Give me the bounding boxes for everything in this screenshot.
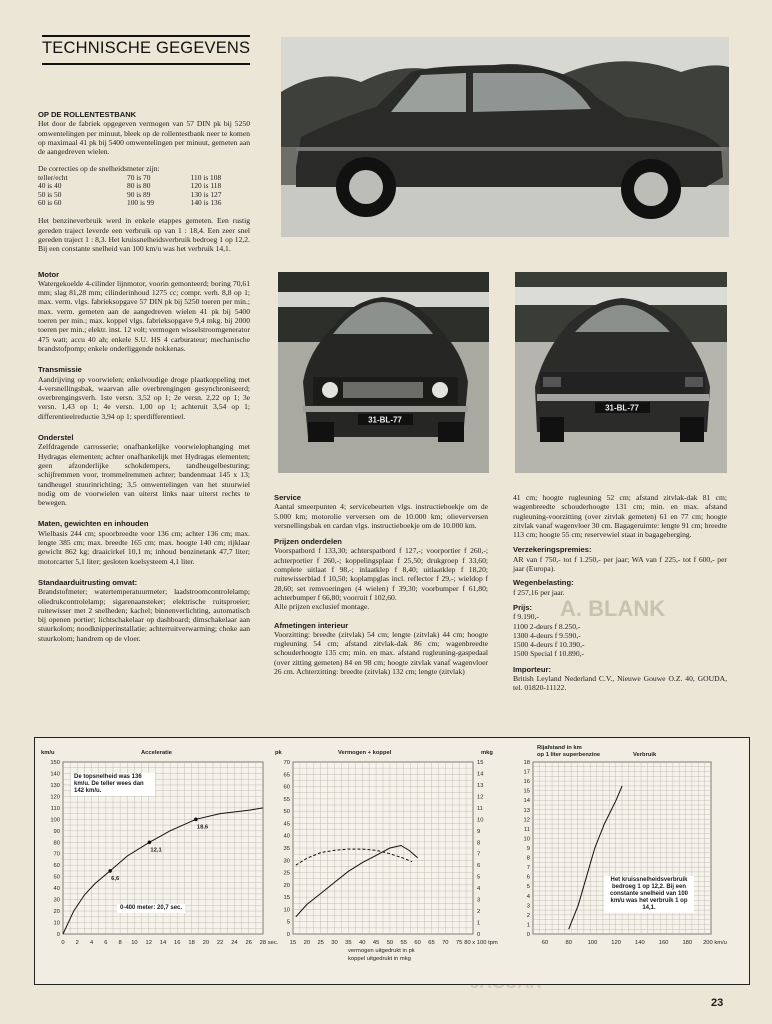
section-text: Voorzitting: breedte (zitvlak) 54 cm; lengte (zitvlak) 44 cm; hoogte rugleuning 54 cm; afstand zitvlak-dak 86 cm; wagenbreedte schouderhoogte 135 cm; min. en max. afstand rugleuning-gaspedaal (over zitting gemeten) 84 en 98 cm; hoogte zitvlak vanaf wagenvloer 26 cm. Achterzitting: breedte (zitvlak) 132 cm; lengte (zitvlak) <box>274 629 488 677</box>
price-line: f 9.190,- <box>513 612 539 622</box>
y-tick-label: 150 <box>50 760 60 766</box>
y-tick-label: 9 <box>526 846 530 852</box>
data-point <box>194 818 198 822</box>
y-tick-label-right: 5 <box>477 874 481 881</box>
y-tick-label: 0 <box>526 932 530 938</box>
y-tick-label-right: 13 <box>477 782 484 789</box>
y-tick-label: 17 <box>523 769 530 776</box>
text-column-3 <box>513 493 727 693</box>
price-line: 1100 2-deurs f 8.250,- <box>513 621 581 631</box>
section-title: Verzekeringspremies: <box>513 545 592 555</box>
y-tick-label: 80 <box>53 840 60 847</box>
y-tick-label-right: 4 <box>477 886 481 893</box>
price-line: 1300 4-deurs f 9.590,- <box>513 630 581 640</box>
section-text: Aantal smeerpunten 4; servicebeurten vlgs. instructieboekje om de 5.000 km; motorolie verversen om de 10.000 km; olieverversen versnellingsbak en cardan vlgs. instructieboekje om de 10.000 km. <box>274 502 488 530</box>
x-tick-label: 10 <box>131 940 138 946</box>
y-tick-label: 0 <box>286 932 290 938</box>
section-text: Brandstofmeter; watertemperatuurmeter; laadstroomcontrolelamp; oliedrukcontrolelamp; sigarenaansteker; elektrische ruitsproeier; ruitewisser met 2 snelheden; kachel; binnenverlichting, automatisch bij openen portier; lichtschakelaar op dashboard; dimschakelaar aan stuurkolom; noodknipperinstallatie; achterruitverwarming; choke aan stuurkolom; handrem op de vloer. <box>38 587 250 643</box>
y-tick-label: 4 <box>526 893 530 900</box>
price-line: 1500 4-deurs f 10.390,- <box>513 640 585 650</box>
table-cell: 80 is 80 <box>127 181 151 191</box>
y-tick-label-right: 14 <box>477 771 484 778</box>
y-tick-label: 140 <box>50 771 60 778</box>
x-tick-label: 80 <box>565 940 572 946</box>
x-tick-label: 60 <box>541 940 549 946</box>
section-title: OP DE ROLLENTESTBANK <box>38 110 137 119</box>
table-cell: 90 is 89 <box>127 189 151 199</box>
y-tick-label-right: 6 <box>477 863 481 870</box>
chart-title-right: Verbruik <box>633 752 657 758</box>
section-title: Afmetingen interieur <box>274 620 349 630</box>
y-tick-label: 100 <box>50 817 60 824</box>
x-tick-label: 8 <box>118 940 122 946</box>
y-tick-label: 8 <box>526 855 530 862</box>
section-text: Aandrijving op voorwielen; enkelvoudige droge plaatkoppeling met 4-versnellingsbak, waarvan alle overbrengingen gesynchroniseerd; overbrengingsverh. 1ste versn. 3,52 op 1; 2e versn. 2,22 op 1; 3e versn. 1,43 op 1; 4e versn. 1,00 op 1; achteruit 3,54 op 1; differentieelreductie 3,94 op 1; sperdifferentieel. <box>38 374 250 421</box>
top-speed-note: De topsnelheid was 136 km/u. De teller wees dan 142 km/u. <box>71 773 155 796</box>
x-tick-label: 20 <box>303 940 311 946</box>
x-tick-label: 70 <box>442 940 449 946</box>
legend-torque: koppel uitgedrukt in mkg <box>348 956 411 962</box>
y-tick-label-right: 12 <box>477 794 484 801</box>
table-row <box>38 199 250 207</box>
table-cell: 70 is 70 <box>127 172 151 182</box>
x-tick-label: 55 <box>400 940 407 946</box>
y-tick-label: 10 <box>523 836 530 843</box>
y-tick-label-right: 8 <box>477 840 481 847</box>
car-side-photo <box>281 37 729 237</box>
x-tick-label: 6 <box>104 940 108 946</box>
table-cell: 40 is 40 <box>38 181 62 191</box>
x-tick-label: 30 <box>331 940 338 946</box>
car-rear-photo <box>515 272 727 473</box>
y-tick-label-right: 7 <box>477 851 481 858</box>
section-title: Maten, gewichten en inhouden <box>38 519 149 529</box>
table-cell: 60 is 60 <box>38 198 62 207</box>
table-cell: 50 is 50 <box>38 189 62 199</box>
section-text: Alle prijzen exclusief montage. <box>274 602 370 612</box>
x-tick-label: 160 <box>658 940 669 946</box>
x-tick-label: 14 <box>159 940 167 946</box>
section-text: Het benzineverbruik werd in enkele etappes gemeten. Een rustig gereden traject leverde een verbruik op van 1 : 18,4. Een zeer snel gereden traject 1 : 8,3. Het kruissnelheidsverbruik bedroeg 1 op 12,2. Bij een constante snelheid van 100 km/u was het verbruik 14,1. <box>38 216 250 254</box>
section-text: British Leyland Nederland C.V., Nieuwe Gouwe O.Z. 40, GOUDA, tel. 01820-11122. <box>513 674 727 693</box>
heading-rule-bottom <box>42 63 250 65</box>
x-tick-label: 20 <box>202 940 210 946</box>
y-tick-label-right: 15 <box>477 760 484 766</box>
table-cell: 110 is 108 <box>190 172 222 182</box>
y-tick-label-right: 3 <box>477 897 481 904</box>
section-title: Standaarduitrusting omvat: <box>38 577 138 587</box>
quarter-mile-note: 0-400 meter: 20,7 sec. <box>117 904 185 913</box>
y-tick-label: 90 <box>53 828 60 835</box>
x-tick-label: 80 x 100 tpm <box>464 940 498 946</box>
section-title: Onderstel <box>38 433 74 443</box>
x-tick-label: 75 <box>455 940 463 946</box>
y-axis-unit: km/u <box>41 750 55 756</box>
y-tick-label: 120 <box>50 794 60 801</box>
y-tick-label: 25 <box>283 870 290 877</box>
chart-title: Acceleratie <box>141 750 172 756</box>
y-tick-label: 12 <box>523 817 530 824</box>
x-tick-label: 15 <box>289 940 297 946</box>
table-cell: 140 is 136 <box>190 198 222 207</box>
y-tick-label: 55 <box>283 796 290 803</box>
x-tick-label: 12 <box>145 940 152 946</box>
y-tick-label-right: 0 <box>477 932 481 938</box>
y-tick-label: 3 <box>526 903 530 910</box>
power-torque-chart <box>271 744 501 976</box>
x-tick-label: 22 <box>216 940 224 946</box>
y-tick-label: 5 <box>286 919 290 926</box>
data-point <box>108 869 112 873</box>
y-tick-label: 2 <box>526 912 530 919</box>
y-tick-label: 1 <box>526 922 530 929</box>
section-title: Prijs: <box>513 602 532 612</box>
y-tick-label: 130 <box>50 782 60 789</box>
y-tick-label-right: 11 <box>477 805 484 812</box>
x-tick-label: 140 <box>635 940 645 946</box>
y-axis-unit-left: pk <box>275 750 282 756</box>
y-axis-unit-right: mkg <box>481 750 493 756</box>
text-column-1 <box>38 110 250 643</box>
x-tick-label: 18 <box>188 940 195 946</box>
data-label: 6,6 <box>111 875 120 882</box>
section-title: Importeur: <box>513 664 551 674</box>
x-tick-label: 60 <box>414 940 421 946</box>
y-tick-label-right: 9 <box>477 828 481 835</box>
y-tick-label-right: 1 <box>477 920 481 927</box>
section-title: Transmissie <box>38 365 82 375</box>
y-tick-label: 18 <box>523 760 530 766</box>
y-tick-label: 6 <box>526 874 530 881</box>
x-tick-label: 180 <box>682 940 693 946</box>
y-tick-label: 50 <box>53 874 60 881</box>
x-tick-label: 4 <box>89 940 94 946</box>
section-title: Motor <box>38 269 60 279</box>
speedometer-table <box>38 174 250 208</box>
x-tick-label: 24 <box>231 940 238 946</box>
x-tick-label: 0 <box>61 940 65 946</box>
x-tick-label: 25 <box>317 940 324 946</box>
y-tick-label: 20 <box>283 882 290 889</box>
chart-title: Vermogen + koppel <box>338 750 392 756</box>
y-tick-label: 14 <box>523 798 530 805</box>
x-tick-label: 45 <box>372 940 380 946</box>
y-tick-label: 60 <box>53 863 60 870</box>
y-tick-label-right: 2 <box>477 909 481 916</box>
y-tick-label: 45 <box>283 821 290 828</box>
section-text: Het door de fabriek opgegeven vermogen van 57 DIN pk bij 5250 omwentelingen per minuut, bleek op de rollentestbank neer te komen op maximaal 41 pk bij 5400 omwentelingen per minuut, gemeten aan de aangedreven wielen. <box>38 119 250 157</box>
section-title: Service <box>274 493 302 502</box>
y-tick-label: 0 <box>56 932 60 938</box>
section-text: Voorspatbord f 133,30; achterspatbord f 127,-; voorportier f 260,-; achterportier f 260,-; koppelingsplaat f 25,50; drukgroep f 33,60; complete uitlaat f 98,-; inlaatklep f 8,40; uitlaatklep f 18,20; ruitewisserblad f 10,50; koplampglas incl. reflector f 29,-; wieldop f 28,60; set remvoeringen (4 wielen) f 39,30; voorbumper f 61,80; achterbumper f 66,80; voorruit f 102,60. <box>274 546 488 602</box>
table-cell: teller/echt <box>38 172 68 182</box>
data-label: 18,6 <box>196 824 209 831</box>
chart-subtitle: op 1 liter superbenzine <box>537 752 601 758</box>
x-tick-label: 40 <box>359 940 366 946</box>
y-tick-label: 10 <box>283 907 290 914</box>
section-text: Wielbasis 244 cm; spoorbreedte voor 136 cm; achter 136 cm; max. lengte 385 cm; max. breedte 165 cm; max. hoogte 140 cm; rijklaar gewicht 862 kg; draaicirkel 10,1 m; inhoud benzinetank 47,7 liter; motorcarter 5,1 liter; gesloten koelsysteem 4,1 liter. <box>38 528 250 566</box>
y-tick-label: 110 <box>50 805 60 812</box>
y-tick-label: 7 <box>526 865 530 872</box>
y-tick-label: 20 <box>53 909 60 916</box>
section-text: 41 cm; hoogte rugleuning 52 cm; afstand zitvlak-dak 81 cm; wagenbreedte schouderhoogte 131 cm; min. en max. afstand rugleuning-voorzitting (over zitvlak gemeten) 61 en 77 cm; hoogte zitvlak vanaf wagenvloer 30 cm. Bagageruimte: lengte 91 cm; breedte 113 cm; hoogte 55 cm; reservewiel staat in bagageberging. <box>513 493 727 540</box>
y-tick-label: 13 <box>523 807 530 814</box>
fuel-consumption-chart <box>511 744 743 976</box>
y-tick-label-right: 10 <box>477 817 484 824</box>
y-tick-label: 30 <box>283 858 290 865</box>
y-tick-label: 70 <box>53 851 60 858</box>
y-tick-label: 40 <box>53 886 60 893</box>
y-tick-label: 35 <box>283 846 290 852</box>
x-tick-label: 120 <box>611 940 621 946</box>
y-tick-label: 11 <box>523 826 530 833</box>
heading-rule-top <box>42 35 250 37</box>
data-label: 12,1 <box>150 847 162 854</box>
x-tick-label: 100 <box>587 940 598 946</box>
y-tick-label: 60 <box>283 784 290 791</box>
section-text: AR van f 750,- tot f 1.250,- per jaar; WA van f 225,- tot f 600,- per jaar (Europa). <box>513 554 727 574</box>
y-tick-label: 10 <box>53 920 60 927</box>
x-tick-label: 28 sec. <box>259 940 279 946</box>
car-front-photo <box>278 272 489 473</box>
x-tick-label: 2 <box>75 940 79 946</box>
license-plate-front: 31-BL-77 <box>368 415 402 425</box>
legend-power: vermogen uitgedrukt in pk <box>348 948 415 954</box>
section-text: f 257,16 per jaar. <box>513 587 565 597</box>
y-tick-label: 30 <box>53 897 60 904</box>
section-title: Prijzen onderdelen <box>274 537 342 547</box>
text-column-2 <box>274 493 488 676</box>
correction-intro: De correcties op de snelheidsmeter zijn: <box>38 164 160 174</box>
page-heading: TECHNISCHE GEGEVENS <box>42 39 251 57</box>
section-title: Wegenbelasting: <box>513 578 574 588</box>
y-tick-label: 15 <box>523 788 530 795</box>
y-tick-label: 40 <box>283 833 290 840</box>
x-tick-label: 65 <box>428 940 435 946</box>
x-tick-label: 200 km/u <box>703 940 727 946</box>
license-plate-rear: 31-BL-77 <box>605 403 639 413</box>
y-tick-label: 5 <box>526 884 530 891</box>
x-tick-label: 50 <box>386 940 394 946</box>
background-ad: A. BLANK <box>560 596 666 621</box>
y-tick-label: 65 <box>283 772 290 779</box>
page-number: 23 <box>711 997 724 1009</box>
y-tick-label: 50 <box>283 809 290 816</box>
table-cell: 130 is 127 <box>190 189 222 199</box>
x-tick-label: 16 <box>174 940 181 946</box>
x-tick-label: 26 <box>245 940 252 946</box>
x-tick-label: 35 <box>345 940 352 946</box>
section-text: Watergekoelde 4-cilinder lijnmotor, voorin gemonteerd; boring 70,61 mm; slag 81,28 mm; cilinderinhoud 1275 cc; compr. verh. 8,8 op 1; max. verm. vlgs. fabrieksopgave 57 DIN pk bij 5250 toeren per min.; max. verm. gemeten aan de aangedreven wielen 41 pk bij 5400 toeren per min.; max. koppel vlgs. fabrieksopgave 9,4 mkg. bij 2000 toeren per min.; elektr. inst. 12 volt; vermogen wisselstroomgenerator 475 watt; accu 40 ah; enkele S.U. HS 4 carburateur; mechanische brandstofpomp; enkele onderliggende nokkenas. <box>38 278 250 353</box>
y-tick-label: 70 <box>283 760 290 766</box>
y-tick-label: 15 <box>283 895 290 902</box>
table-cell: 100 is 99 <box>127 198 155 207</box>
charts-panel <box>34 737 750 985</box>
chart-title: Rijafstand in km <box>537 745 582 751</box>
price-line: 1500 Special f 10.890,- <box>513 649 585 659</box>
y-tick-label: 16 <box>523 779 530 786</box>
fuel-note: Het kruissnelheidsverbruik bedroeg 1 op 12,2. Bij een constante snelheid van 100 km/u was het verbruik 1 op 14,1. <box>604 876 694 913</box>
section-text: Zelfdragende carrosserie; onafhankelijke voorwielophanging met Hydragas elementen; achter onafhankelijk met Hydragas elementen; geen afzonderlijke schokdempers, tandheugelbesturing; schijfremmen voor, trommelremmen achter; bandenmaat 145 x 13; tandheugel stuurinrichting; 3,5 omwentelingen van het stuurwiel nodig om de voorwielen van uiterst links naar uiterst rechts te bewegen. <box>38 442 250 508</box>
data-point <box>148 840 152 844</box>
table-cell: 120 is 118 <box>190 181 222 191</box>
